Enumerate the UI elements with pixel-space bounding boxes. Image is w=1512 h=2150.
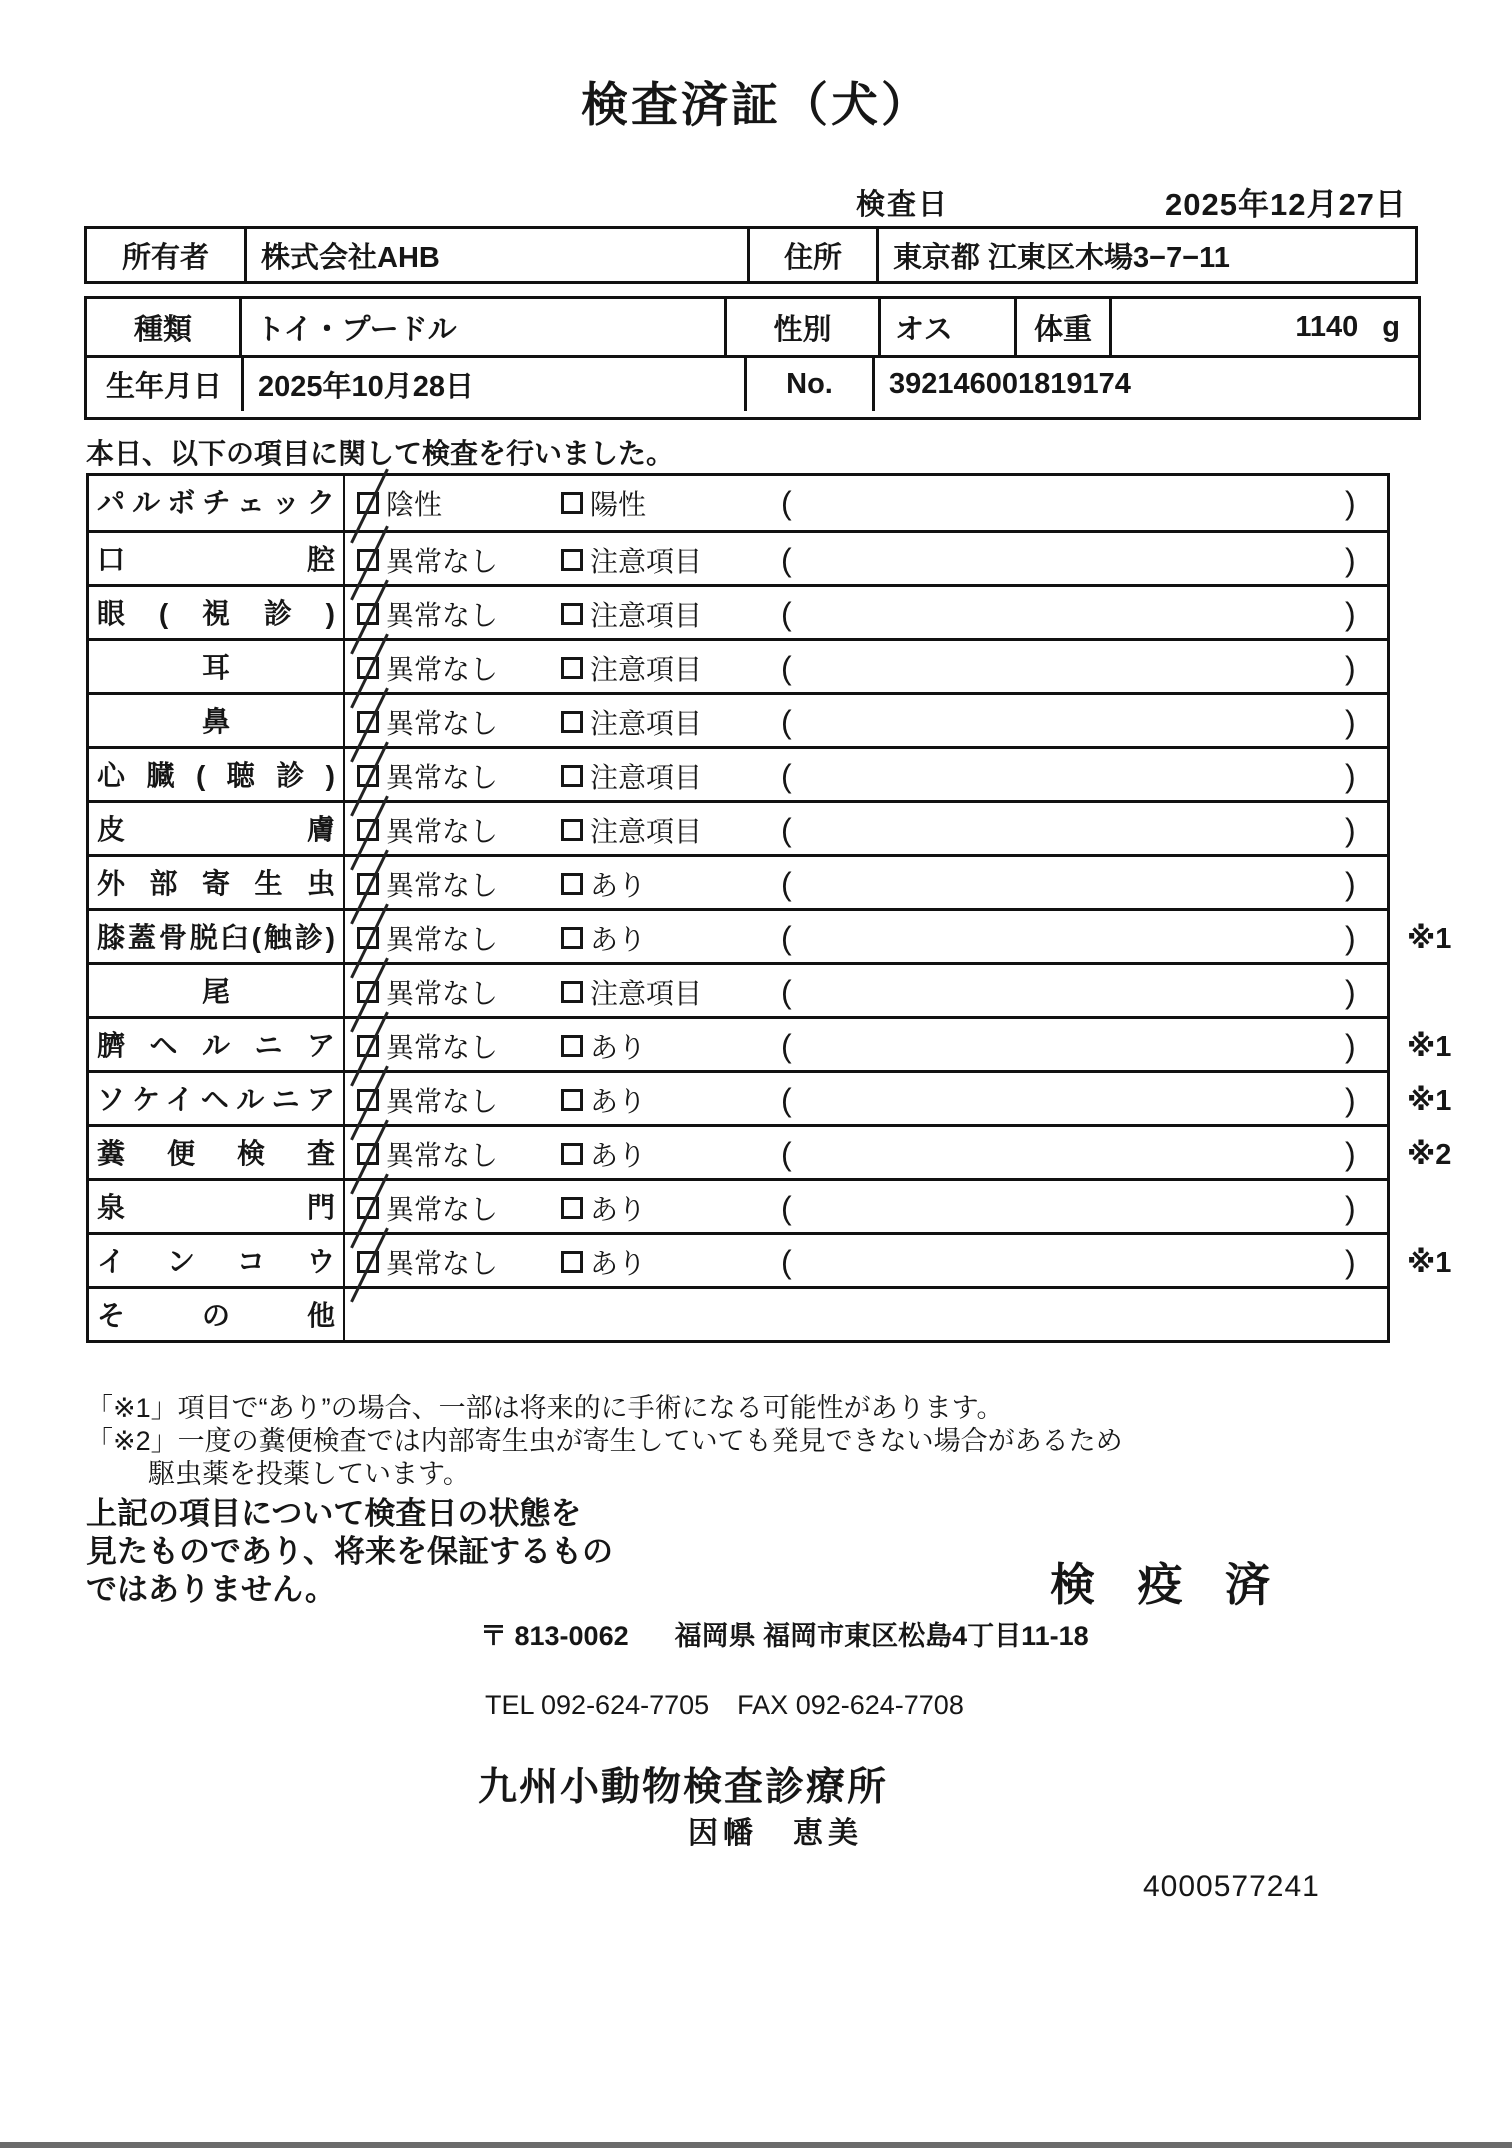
- remarks-open-paren: (: [781, 1081, 792, 1118]
- option-label: 注意項目: [590, 546, 703, 577]
- option-secondary: [561, 476, 646, 530]
- exam-item-label: ソケイヘルニア: [89, 1073, 345, 1124]
- page-title: 検査済証（犬）: [581, 78, 931, 131]
- exam-row: [89, 476, 1387, 530]
- exam-item-label: その他: [89, 1289, 345, 1340]
- remarks-open-paren: (: [781, 973, 792, 1010]
- option-label: 注意項目: [590, 654, 703, 685]
- option-label: 陰性: [386, 489, 443, 520]
- footnote-reference-mark: ※1: [1407, 1030, 1452, 1063]
- option-label: 異常なし: [386, 816, 499, 847]
- inspection-date-label: 検査日: [856, 189, 950, 221]
- option-secondary: [561, 857, 646, 911]
- option-secondary: [561, 587, 702, 641]
- option-label: 異常なし: [386, 708, 499, 739]
- checkbox-empty: [561, 1197, 583, 1219]
- clinic-tel: TEL 092-624-7705: [485, 1690, 710, 1720]
- remarks-close-paren: ): [1345, 1081, 1356, 1118]
- option-secondary: [561, 533, 702, 587]
- footnote-2: 「※2」一度の糞便検査では内部寄生虫が寄生していても発見できない場合があるため: [86, 1426, 1123, 1456]
- owner-value: 株式会社AHB: [247, 229, 750, 281]
- option-label: 異常なし: [386, 600, 499, 631]
- option-label: 異常なし: [386, 870, 499, 901]
- remarks-open-paren: (: [781, 811, 792, 848]
- remarks-close-paren: ): [1345, 919, 1356, 956]
- no-value: 392146001819174: [889, 368, 1131, 400]
- exam-options: [345, 1019, 1387, 1070]
- document-number: 4000577241: [1143, 1870, 1320, 1903]
- species-value: トイ・プードル: [242, 299, 727, 355]
- checkbox-empty: [561, 603, 583, 625]
- remarks-close-paren: ): [1345, 811, 1356, 848]
- option-label: 異常なし: [386, 978, 499, 1009]
- option-label: 注意項目: [590, 978, 703, 1009]
- option-label: 注意項目: [590, 762, 703, 793]
- exam-options: [345, 965, 1387, 1016]
- option-primary: [357, 533, 498, 587]
- option-secondary: [561, 695, 702, 749]
- owner-label: 所有者: [87, 229, 247, 281]
- exam-row: [89, 584, 1387, 638]
- remarks-close-paren: ): [1345, 703, 1356, 740]
- remarks-open-paren: (: [781, 1189, 792, 1226]
- checkbox-checked: [357, 1251, 379, 1273]
- remarks-open-paren: (: [781, 865, 792, 902]
- exam-row: [89, 746, 1387, 800]
- exam-row: [89, 530, 1387, 584]
- exam-options: [345, 1127, 1387, 1178]
- option-label: 注意項目: [590, 816, 703, 847]
- disclaimer-line-1: 上記の項目について検査日の状態を: [86, 1496, 582, 1531]
- checkbox-checked: [357, 603, 379, 625]
- checkbox-empty: [561, 1251, 583, 1273]
- option-secondary: [561, 1127, 646, 1181]
- checkbox-empty: [561, 819, 583, 841]
- exam-item-label: 糞便検査: [89, 1127, 345, 1178]
- exam-options: [345, 695, 1387, 746]
- weight-value: 1140: [1295, 310, 1359, 343]
- option-label: あり: [590, 1086, 647, 1117]
- footnote-1: 「※1」項目で“あり”の場合、一部は将来的に手術になる可能性があります。: [86, 1393, 1004, 1423]
- checkbox-empty: [561, 927, 583, 949]
- option-label: 異常なし: [386, 1194, 499, 1225]
- exam-item-label: 尾: [89, 965, 345, 1016]
- remarks-close-paren: ): [1345, 757, 1356, 794]
- clinic-fax: FAX 092-624-7708: [737, 1690, 964, 1720]
- exam-row: [89, 1124, 1452, 1178]
- address-label: 住所: [750, 229, 879, 281]
- remarks-close-paren: ): [1345, 1189, 1356, 1226]
- remarks-open-paren: (: [781, 757, 792, 794]
- exam-item-label: 口腔: [89, 533, 345, 584]
- checkbox-checked: [357, 1089, 379, 1111]
- no-label: No.: [747, 358, 875, 411]
- option-secondary: [561, 803, 702, 857]
- option-secondary: [561, 749, 702, 803]
- option-primary: [357, 1019, 498, 1073]
- exam-item-label: 皮膚: [89, 803, 345, 854]
- option-label: あり: [590, 1140, 647, 1171]
- exam-row: [89, 854, 1387, 908]
- exam-item-label: 眼(視診): [89, 587, 345, 638]
- clinic-postal-line: [480, 1614, 1089, 1653]
- clinic-name: 九州小動物検査診療所: [478, 1766, 889, 1809]
- option-secondary: [561, 1073, 646, 1127]
- exam-row: [89, 1016, 1452, 1070]
- birthdate-label: 生年月日: [87, 358, 244, 411]
- exam-row: [89, 1178, 1387, 1232]
- option-label: 異常なし: [386, 1032, 499, 1063]
- remarks-close-paren: ): [1345, 1027, 1356, 1064]
- checkbox-empty: [561, 1035, 583, 1057]
- weight-unit: g: [1382, 310, 1400, 343]
- option-secondary: [561, 965, 702, 1019]
- option-label: あり: [590, 924, 647, 955]
- remarks-close-paren: ): [1345, 595, 1356, 632]
- exam-options: [345, 587, 1387, 638]
- remarks-open-paren: (: [781, 919, 792, 956]
- footnote-reference-mark: ※1: [1407, 1246, 1452, 1279]
- option-label: 異常なし: [386, 762, 499, 793]
- sex-value: オス: [881, 299, 1017, 355]
- remarks-open-paren: (: [781, 649, 792, 686]
- scan-edge-artifact: [0, 2142, 1512, 2148]
- weight-label: 体重: [1017, 299, 1112, 355]
- checkbox-empty: [561, 1143, 583, 1165]
- option-primary: [357, 749, 498, 803]
- exam-item-label: 外部寄生虫: [89, 857, 345, 908]
- pet-info-table: [84, 296, 1421, 420]
- option-label: あり: [590, 1032, 647, 1063]
- option-primary: [357, 1073, 498, 1127]
- checkbox-empty: [561, 657, 583, 679]
- remarks-open-paren: (: [781, 1027, 792, 1064]
- option-primary: [357, 641, 498, 695]
- footnote-reference-mark: ※1: [1407, 1084, 1452, 1117]
- clinic-postal-code: 〒 813-0062: [480, 1621, 629, 1651]
- remarks-close-paren: ): [1345, 1243, 1356, 1280]
- disclaimer: [86, 1495, 613, 1609]
- exam-options: [345, 1181, 1387, 1232]
- option-primary: [357, 695, 498, 749]
- checkbox-empty: [561, 981, 583, 1003]
- remarks-open-paren: (: [781, 541, 792, 578]
- exam-row: [89, 962, 1387, 1016]
- exam-item-label: 心臓(聴診): [89, 749, 345, 800]
- weight-value-cell: [1112, 299, 1418, 355]
- exam-item-label: 耳: [89, 641, 345, 692]
- checkbox-checked: [357, 981, 379, 1003]
- option-primary: [357, 1127, 498, 1181]
- exam-row: [89, 692, 1387, 746]
- option-label: 注意項目: [590, 708, 703, 739]
- option-label: あり: [590, 1194, 647, 1225]
- quarantine-stamp: 検 疫 済: [1050, 1559, 1286, 1610]
- checkbox-empty: [561, 765, 583, 787]
- remarks-open-paren: (: [781, 1135, 792, 1172]
- checkbox-checked: [357, 1143, 379, 1165]
- option-label: 異常なし: [386, 1086, 499, 1117]
- checkbox-checked: [357, 765, 379, 787]
- option-label: 異常なし: [386, 546, 499, 577]
- exam-item-label: インコウ: [89, 1235, 345, 1286]
- address-value: 東京都 江東区木場3−7−11: [893, 241, 1230, 274]
- birthdate-row: [87, 355, 1418, 411]
- disclaimer-line-2: 見たものであり、将来を保証するもの: [86, 1534, 613, 1569]
- exam-row: [89, 908, 1452, 962]
- exam-options: [345, 911, 1387, 962]
- exam-row: [89, 800, 1387, 854]
- exam-options: [345, 749, 1387, 800]
- exam-options: [345, 1235, 1387, 1286]
- remarks-close-paren: ): [1345, 484, 1356, 521]
- option-label: 異常なし: [386, 1248, 499, 1279]
- exam-options: [345, 1073, 1387, 1124]
- species-label: 種類: [87, 299, 242, 355]
- exam-options: [345, 533, 1387, 584]
- exam-options: [345, 857, 1387, 908]
- checkbox-checked: [357, 711, 379, 733]
- remarks-close-paren: ): [1345, 541, 1356, 578]
- remarks-close-paren: ): [1345, 973, 1356, 1010]
- intro-statement: 本日、以下の項目に関して検査を行いました。: [86, 438, 675, 469]
- remarks-open-paren: (: [781, 703, 792, 740]
- birthdate-value: 2025年10月28日: [244, 358, 747, 411]
- exam-item-label: 臍ヘルニア: [89, 1019, 345, 1070]
- checkbox-checked: [357, 873, 379, 895]
- option-secondary: [561, 911, 646, 965]
- remarks-close-paren: ): [1345, 1135, 1356, 1172]
- checkbox-checked: [357, 657, 379, 679]
- checkbox-checked: [357, 549, 379, 571]
- remarks-close-paren: ): [1345, 649, 1356, 686]
- checkbox-checked: [357, 927, 379, 949]
- checkbox-empty: [561, 1089, 583, 1111]
- option-secondary: [561, 1235, 646, 1289]
- option-secondary: [561, 1019, 646, 1073]
- footnote-reference-mark: ※1: [1407, 922, 1452, 955]
- option-label: 異常なし: [386, 924, 499, 955]
- option-secondary: [561, 641, 702, 695]
- option-label: 異常なし: [386, 1140, 499, 1171]
- checkbox-checked: [357, 819, 379, 841]
- footnotes: [86, 1392, 1123, 1491]
- disclaimer-line-3: ではありません。: [86, 1572, 336, 1607]
- remarks-open-paren: (: [781, 595, 792, 632]
- species-row: [87, 299, 1418, 355]
- checkbox-checked: [357, 492, 379, 514]
- checkbox-checked: [357, 1035, 379, 1057]
- sex-label: 性別: [727, 299, 881, 355]
- checkbox-checked: [357, 1197, 379, 1219]
- remarks-open-paren: (: [781, 1243, 792, 1280]
- exam-options: [345, 476, 1387, 530]
- option-label: 陽性: [590, 489, 647, 520]
- footnote-3: 駆虫薬を投薬しています。: [148, 1459, 470, 1489]
- option-label: あり: [590, 1248, 647, 1279]
- exam-item-label: 泉門: [89, 1181, 345, 1232]
- clinic-tel-line: [485, 1690, 964, 1721]
- remarks-open-paren: (: [781, 484, 792, 521]
- footnote-reference-mark: ※2: [1407, 1138, 1452, 1171]
- examiner-name: 因幡 恵美: [688, 1817, 863, 1850]
- exam-row: [89, 1232, 1452, 1286]
- owner-row: [87, 229, 1415, 281]
- exam-options: [345, 641, 1387, 692]
- exam-row: [89, 638, 1387, 692]
- option-primary: [357, 857, 498, 911]
- exam-row: [89, 1070, 1452, 1124]
- remarks-close-paren: ): [1345, 865, 1356, 902]
- checkbox-empty: [561, 492, 583, 514]
- option-primary: [357, 803, 498, 857]
- option-primary: [357, 1235, 498, 1289]
- checkbox-empty: [561, 873, 583, 895]
- exam-item-label: 膝蓋骨脱臼(触診): [89, 911, 345, 962]
- exam-item-label: パルボチェック: [89, 476, 345, 530]
- clinic-address: 福岡県 福岡市東区松島4丁目11-18: [674, 1621, 1089, 1651]
- inspection-date-value: 2025年12月27日: [1165, 187, 1407, 222]
- checkbox-empty: [561, 711, 583, 733]
- exam-item-label: 鼻: [89, 695, 345, 746]
- checkbox-empty: [561, 549, 583, 571]
- exam-options: [345, 1289, 1387, 1340]
- option-primary: [357, 476, 442, 530]
- option-label: あり: [590, 870, 647, 901]
- option-primary: [357, 1181, 498, 1235]
- exam-results-table: [86, 473, 1452, 1343]
- option-primary: [357, 965, 498, 1019]
- exam-row: [89, 1286, 1387, 1340]
- option-primary: [357, 911, 498, 965]
- owner-table: [84, 226, 1418, 284]
- exam-options: [345, 803, 1387, 854]
- option-primary: [357, 587, 498, 641]
- option-secondary: [561, 1181, 646, 1235]
- option-label: 異常なし: [386, 654, 499, 685]
- option-label: 注意項目: [590, 600, 703, 631]
